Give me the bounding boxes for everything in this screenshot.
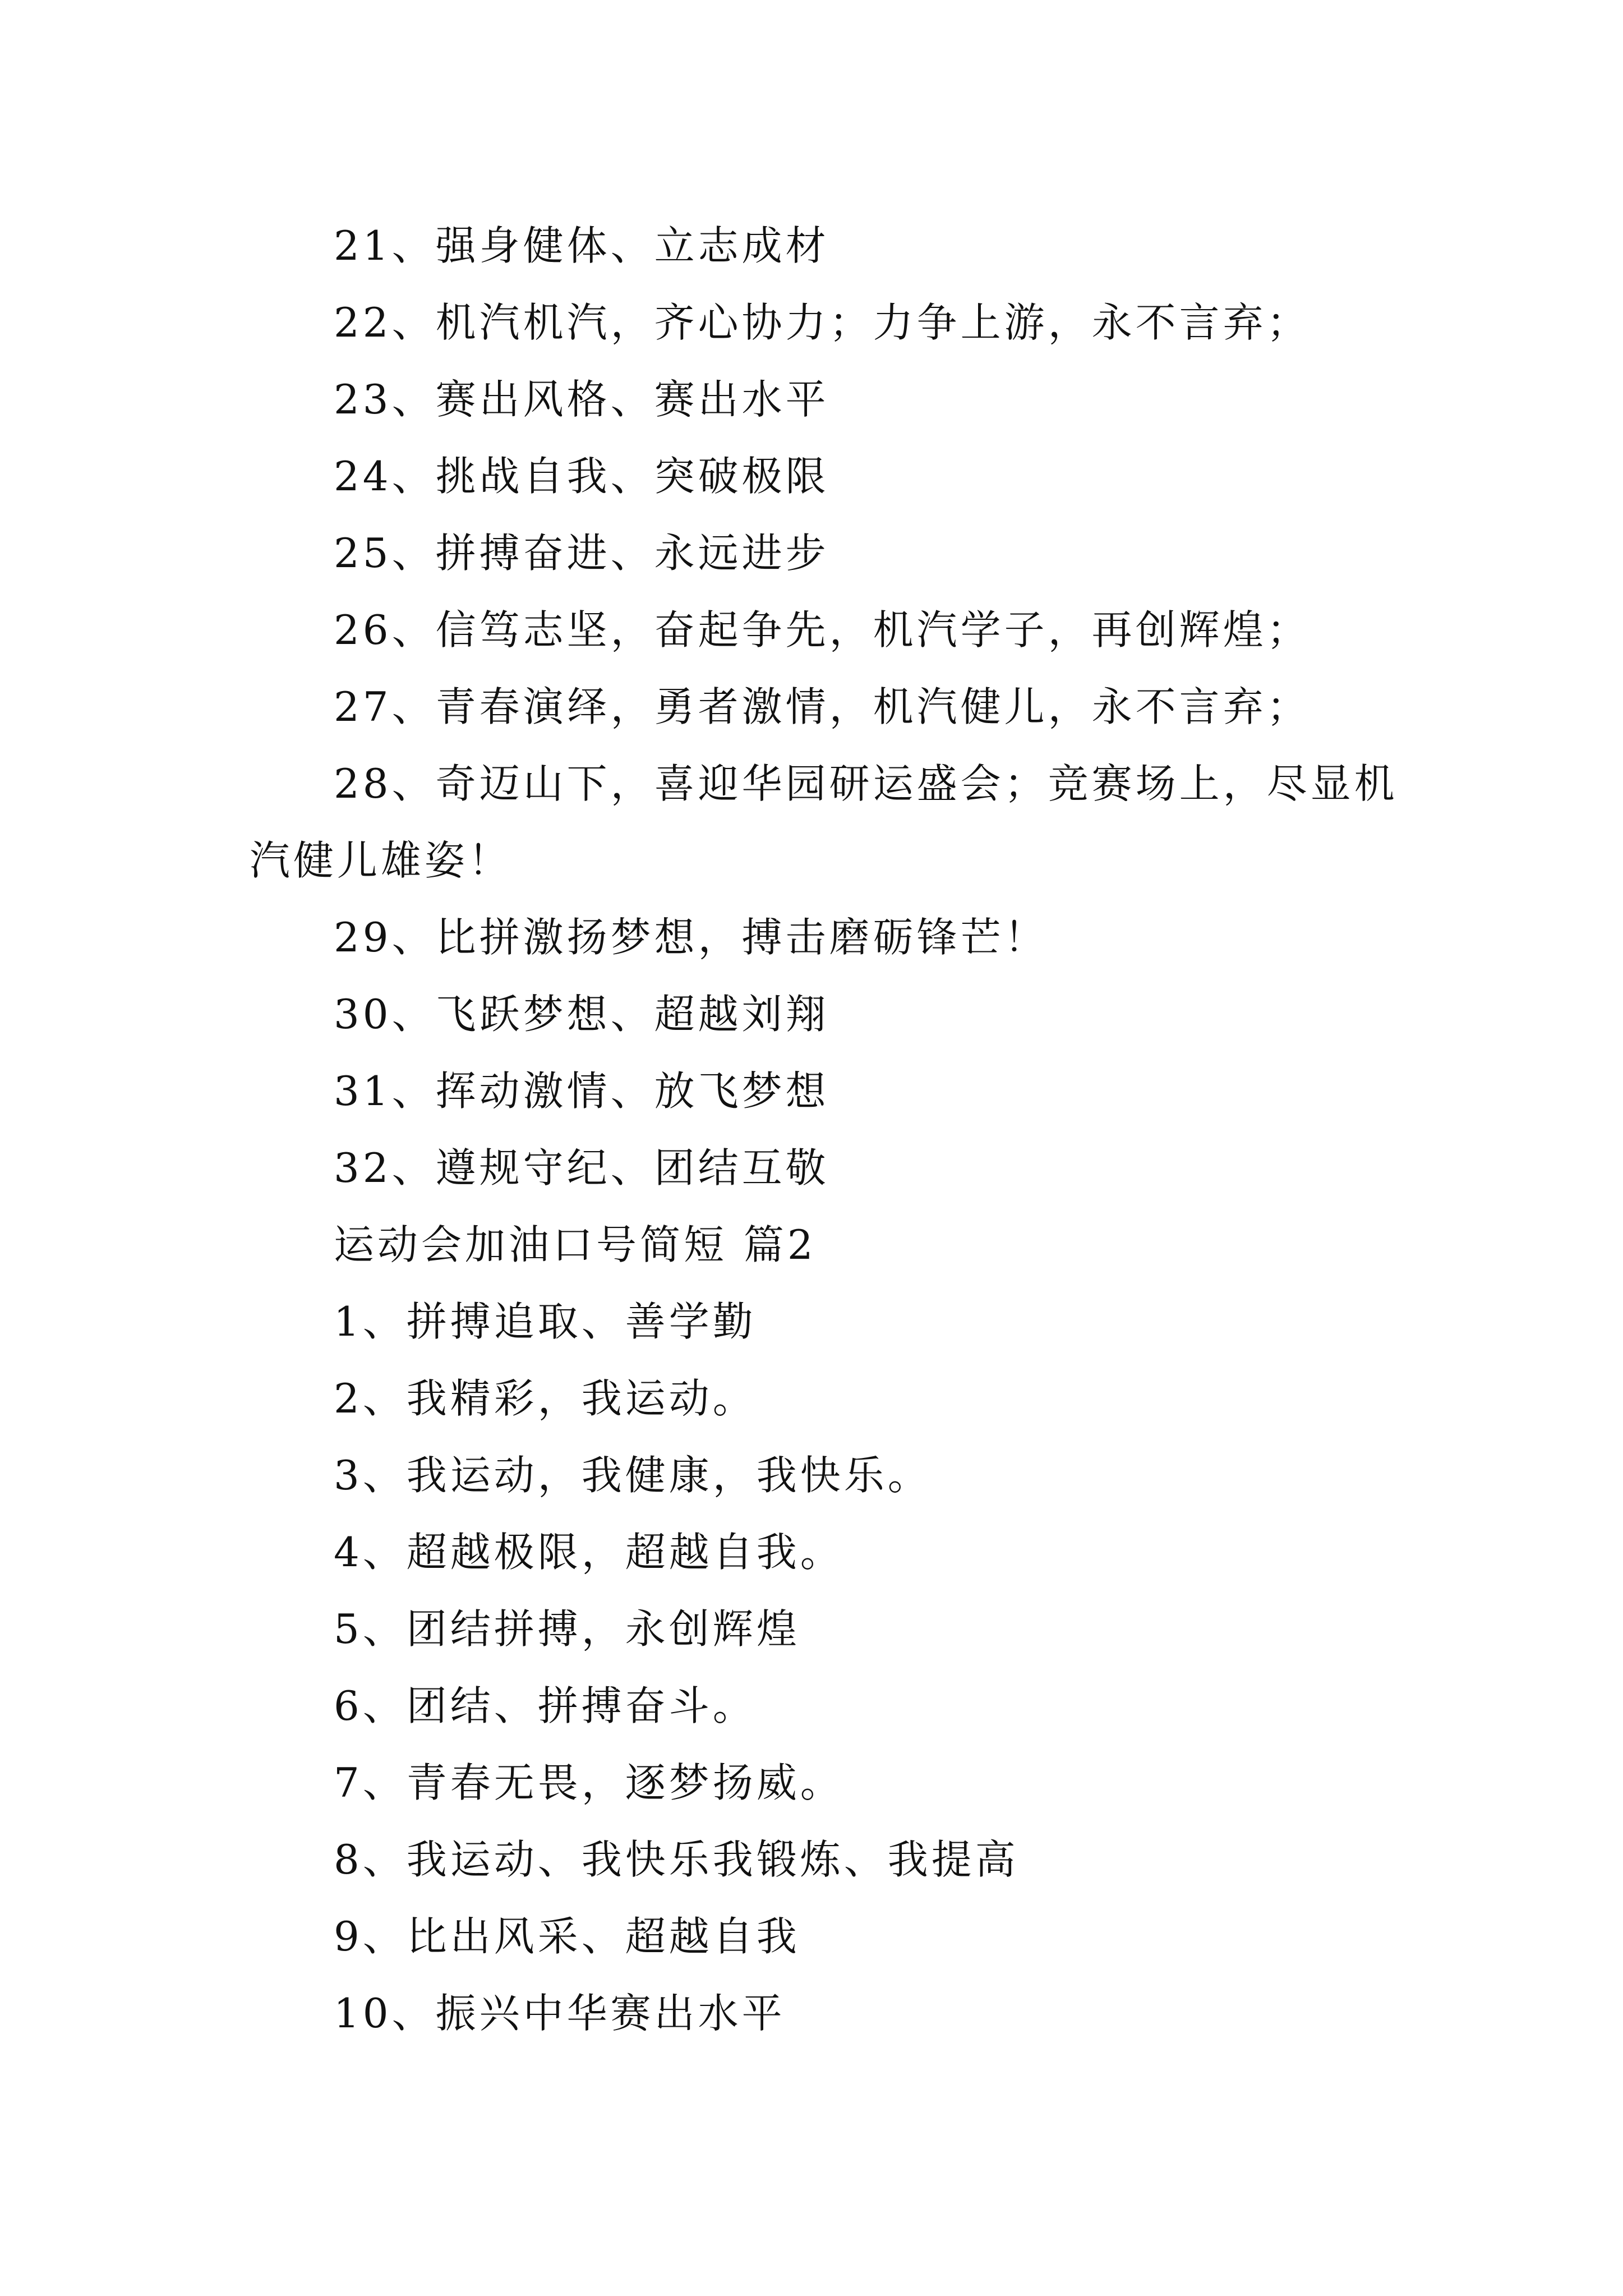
slogan-line: 31、挥动激情、放飞梦想: [334, 1068, 829, 1115]
slogan-line: 8、我运动、我快乐我锻炼、我提高: [334, 1836, 1019, 1883]
slogan-line: 7、青春无畏，逐梦扬威。: [334, 1759, 844, 1806]
section-heading: 运动会加油口号简短 篇2: [334, 1221, 817, 1268]
slogan-line: 21、强身健体、立志成材: [334, 222, 829, 269]
slogan-line: 26、信笃志坚，奋起争先，机汽学子，再创辉煌；: [334, 606, 1311, 654]
slogan-line: 1、拼搏追取、善学勤: [334, 1298, 757, 1345]
slogan-line: 6、团结、拼搏奋斗。: [334, 1682, 757, 1729]
slogan-line: 10、振兴中华赛出水平: [334, 1990, 786, 2037]
document-body: [250, 208, 1398, 2052]
slogan-line: 24、挑战自我、突破极限: [334, 453, 829, 500]
slogan-line: 27、青春演绎，勇者激情，机汽健儿，永不言弃；: [334, 683, 1311, 730]
slogan-line: 9、比出风采、超越自我: [334, 1913, 800, 1960]
slogan-line-continuation: 汽健儿雄姿！: [250, 837, 513, 884]
slogan-line: 30、飞跃梦想、超越刘翔: [334, 991, 829, 1038]
slogan-line: 28、奇迈山下，喜迎华园研运盛会；竞赛场上，尽显机: [334, 760, 1398, 807]
slogan-line: 3、我运动，我健康，我快乐。: [334, 1452, 932, 1499]
slogan-line: 5、团结拼搏，永创辉煌: [334, 1605, 800, 1653]
slogan-line: 2、我精彩，我运动。: [334, 1375, 757, 1422]
slogan-line: 29、比拼激扬梦想，搏击磨砺锋芒！: [334, 914, 1048, 961]
slogan-line: 23、赛出风格、赛出水平: [334, 376, 829, 423]
slogan-line: 4、超越极限，超越自我。: [334, 1529, 844, 1576]
slogan-line: 32、遵规守纪、团结互敬: [334, 1144, 829, 1191]
slogan-line: 22、机汽机汽，齐心协力；力争上游，永不言弃；: [334, 299, 1311, 346]
slogan-line: 25、拼搏奋进、永远进步: [334, 530, 829, 577]
